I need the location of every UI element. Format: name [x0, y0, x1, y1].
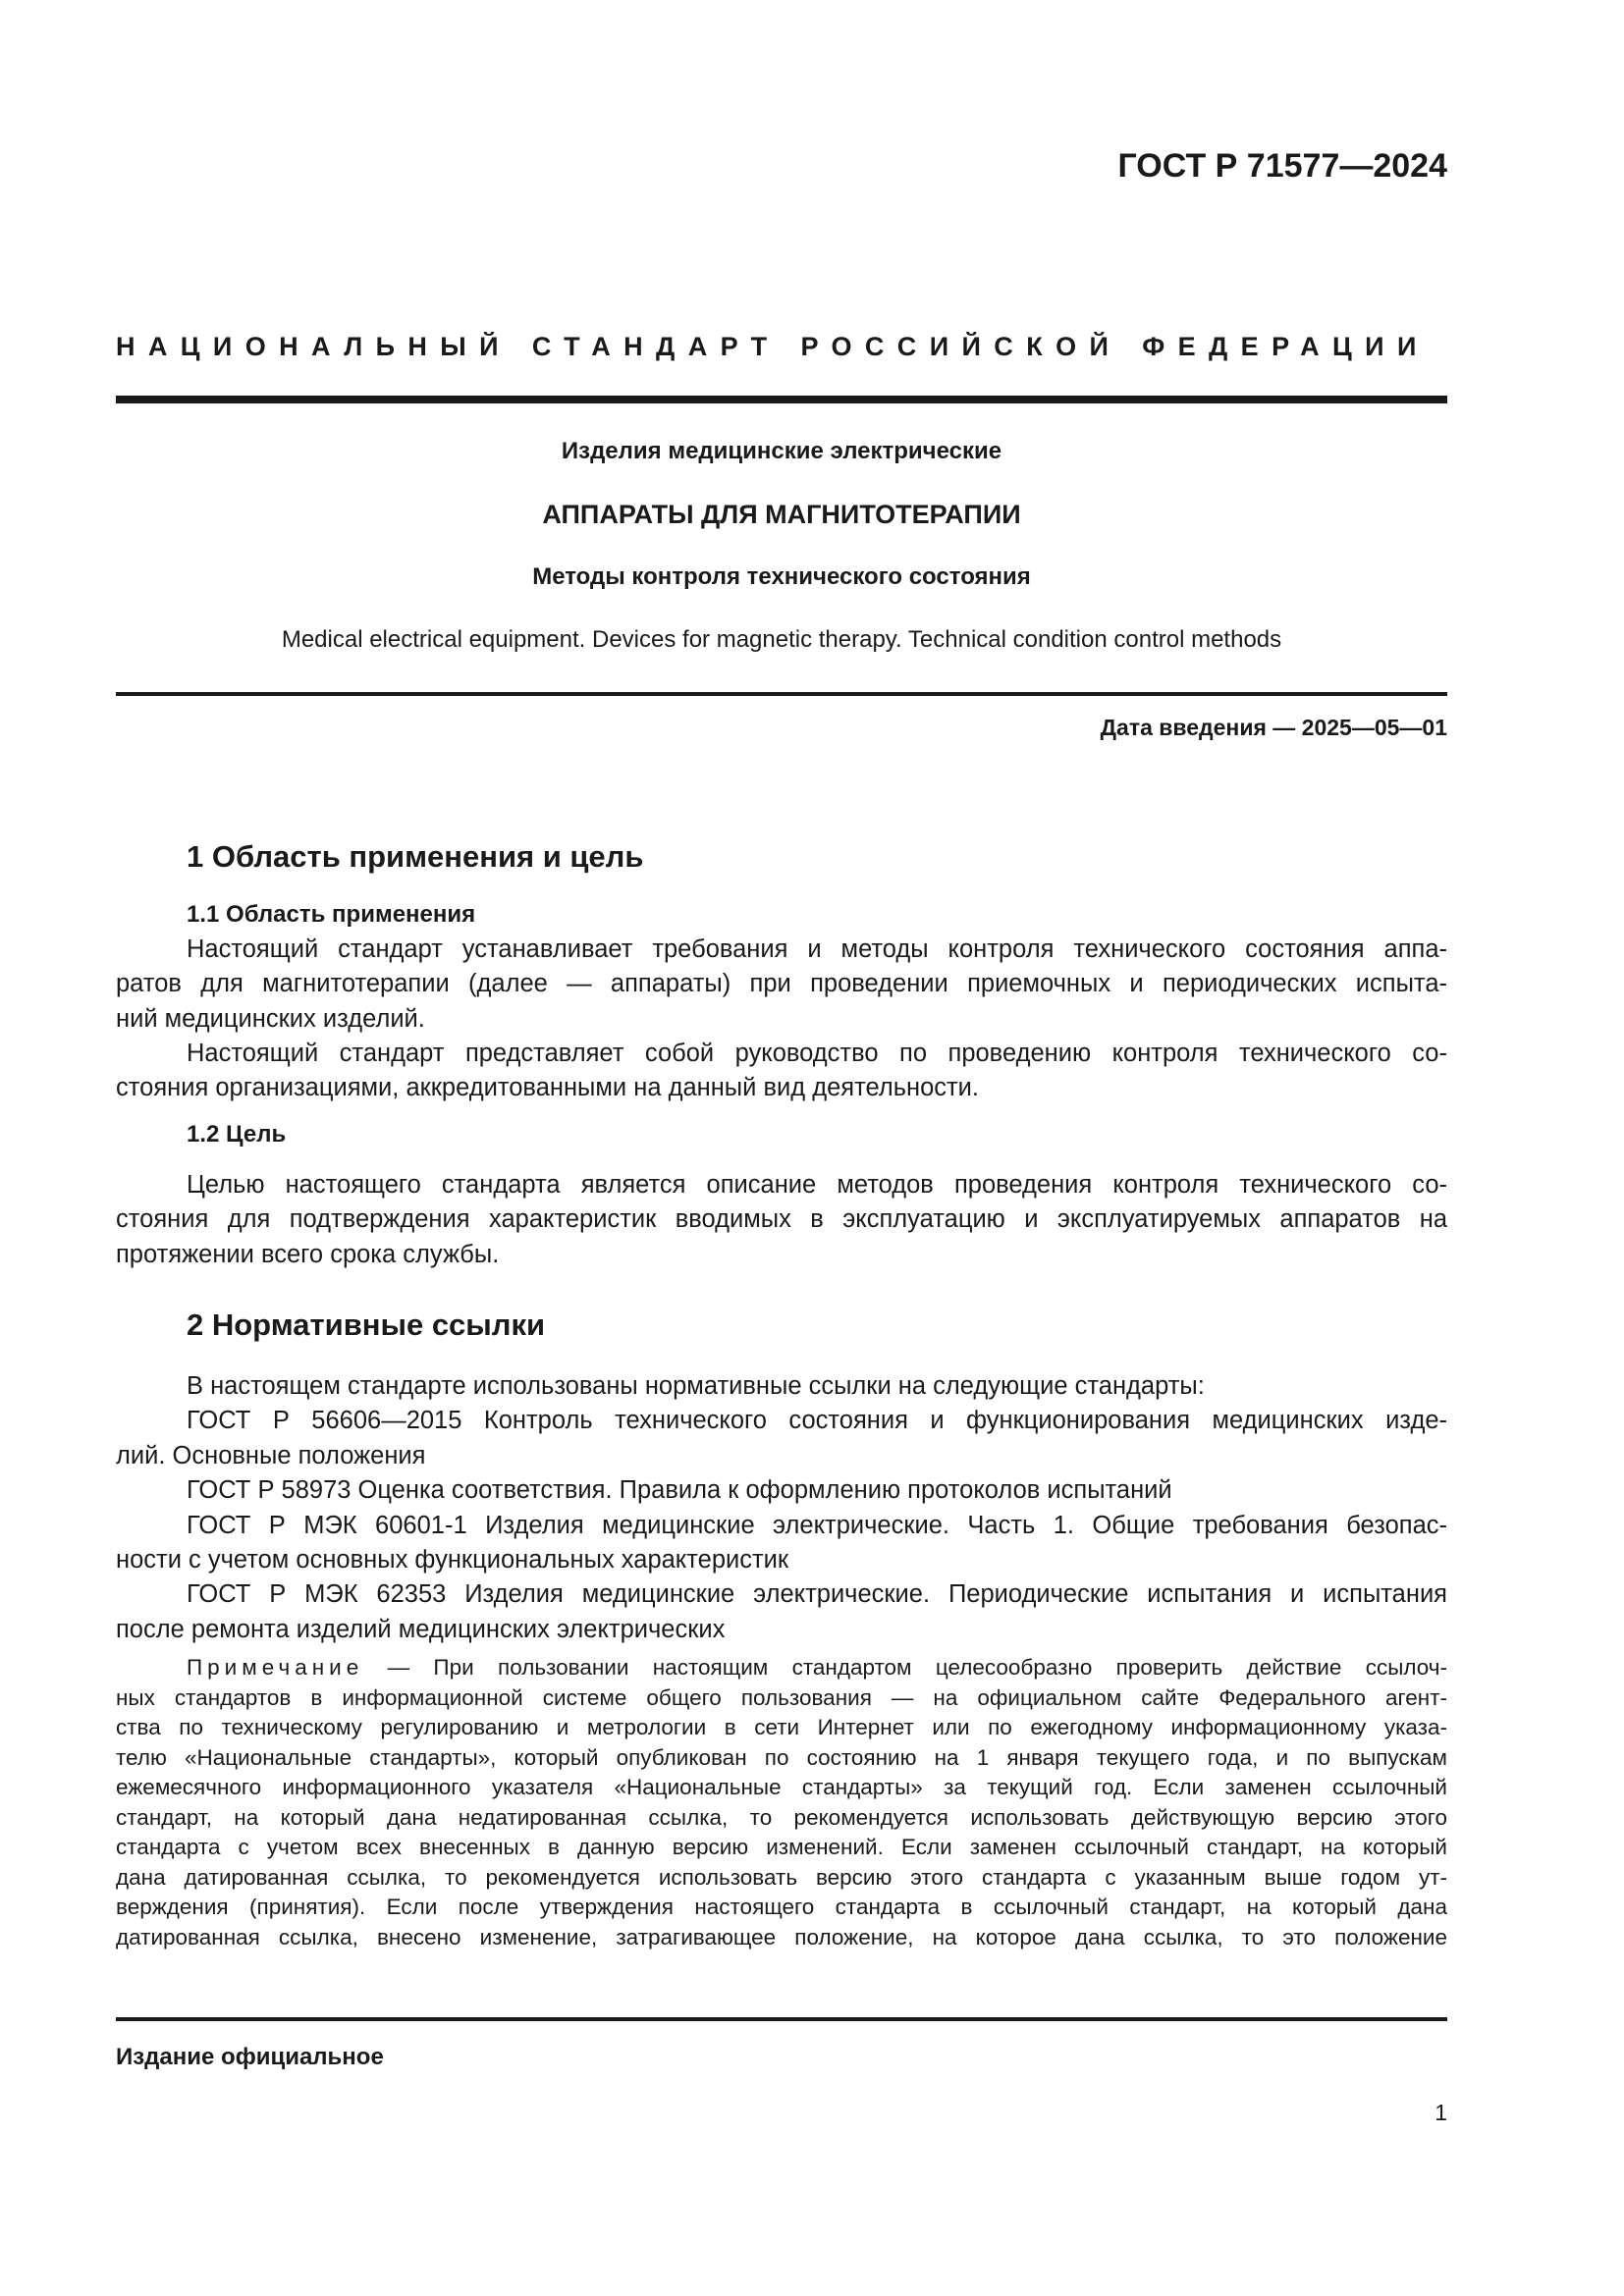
text-line: ратов для магнитотерапии (далее — аппараты) при проведении приемочных и периодических испыта-: [116, 970, 1447, 998]
text-line: протяжении всего срока службы.: [116, 1240, 500, 1268]
note-label: Примечание: [187, 1655, 364, 1680]
references-note: [116, 1653, 1447, 1952]
note-line: верждения (принятия). Если после утверждения настоящего стандарта в ссылочный стандарт, на который дана: [116, 1895, 1447, 1919]
text-line: Настоящий стандарт представляет собой руководство по проведению контроля технического со-: [187, 1040, 1447, 1067]
title-english: Medical electrical equipment. Devices for magnetic therapy. Technical condition control methods: [281, 626, 1282, 653]
section-1-1-paragraph-1: [116, 933, 1447, 1037]
note-line: ства по техническому регулированию и метрологии в сети Интернет или по ежегодному информационному указа-: [116, 1715, 1447, 1739]
reference-line: ГОСТ Р МЭК 60601-1 Изделия медицинские электрические. Часть 1. Общие требования безопас-: [187, 1511, 1447, 1539]
references-intro: В настоящем стандарте использованы нормативные ссылки на следующие стандарты:: [187, 1372, 1205, 1400]
title-category: Изделия медицинские электрические: [561, 438, 1002, 464]
section-1-heading: 1 Область применения и цель: [187, 839, 644, 874]
footer-rule: [116, 2017, 1447, 2021]
note-line: дана датированная ссылка, то рекомендуется использовать версию этого стандарта с указанным выше годом ут-: [116, 1864, 1447, 1890]
note-line: стандарта с учетом всех внесенных в данную версию изменений. Если заменен ссылочный стандарт, на который: [116, 1835, 1447, 1859]
section-2-heading: 2 Нормативные ссылки: [187, 1308, 546, 1342]
note-line: датированная ссылка, внесено изменение, затрагивающее положение, на которое дана ссылка, то это положение: [116, 1924, 1447, 1949]
title-subtitle: Методы контроля технического состояния: [532, 563, 1031, 590]
text-line: ний медицинских изделий.: [116, 1004, 425, 1033]
text-line: стояния организациями, аккредитованными на данный вид деятельности.: [116, 1074, 980, 1102]
national-standard-banner: НАЦИОНАЛЬНЫЙ СТАНДАРТ РОССИЙСКОЙ ФЕДЕРАЦИИ: [116, 332, 1430, 361]
section-1-1-paragraph-2: [116, 1037, 1447, 1106]
introduction-date: Дата введения — 2025—05—01: [1100, 715, 1447, 740]
references-list: [116, 1369, 1447, 1647]
note-line: ежемесячного информационного указателя «Национальные стандарты» за текущий год. Если заменен ссылочный: [116, 1775, 1447, 1799]
reference-line: после ремонта изделий медицинских электрических: [116, 1615, 726, 1643]
reference-line: ГОСТ Р МЭК 62353 Изделия медицинские электрические. Периодические испытания и испытания: [187, 1580, 1447, 1609]
note-line: телю «Национальные стандарты», который опубликован по состоянию на 1 января текущего года, и по выпускам: [116, 1744, 1447, 1770]
title-rule: [116, 692, 1447, 696]
reference-line: ности с учетом основных функциональных характеристик: [116, 1545, 789, 1574]
page-number: 1: [1435, 2100, 1447, 2125]
document-code: ГОСТ Р 71577—2024: [1117, 147, 1447, 185]
page-title: АППАРАТЫ ДЛЯ МАГНИТОТЕРАПИИ: [542, 500, 1021, 529]
note-line: ных стандартов в информационной системе общего пользования — на официальном сайте Федерального агент-: [116, 1684, 1447, 1710]
section-1-2-heading: 1.2 Цель: [187, 1121, 287, 1148]
reference-line: ГОСТ Р 58973 Оценка соответствия. Правила к оформлению протоколов испытаний: [187, 1476, 1172, 1505]
note-line: стандарт, на который дана недатированная ссылка, то рекомендуется использовать действующую версию этого: [116, 1804, 1447, 1830]
text-line: Настоящий стандарт устанавливает требования и методы контроля технического состояния аппа-: [187, 935, 1447, 963]
official-edition-label: Издание официальное: [116, 2044, 384, 2070]
section-1-2-paragraph: [116, 1168, 1447, 1272]
text-line: Целью настоящего стандарта является описание методов проведения контроля технического со-: [187, 1171, 1447, 1199]
reference-line: лий. Основные положения: [116, 1441, 426, 1469]
section-1-1-heading: 1.1 Область применения: [187, 901, 476, 928]
reference-line: ГОСТ Р 56606—2015 Контроль технического состояния и функционирования медицинских изде-: [187, 1407, 1447, 1435]
header-rule: [116, 396, 1447, 403]
text-line: стояния для подтверждения характеристик вводимых в эксплуатацию и эксплуатируемых аппаратов на: [116, 1205, 1447, 1234]
note-line: [116, 1653, 1447, 1683]
note-first-line: — При пользовании настоящим стандартом целесообразно проверить действие ссылоч-: [363, 1655, 1447, 1680]
